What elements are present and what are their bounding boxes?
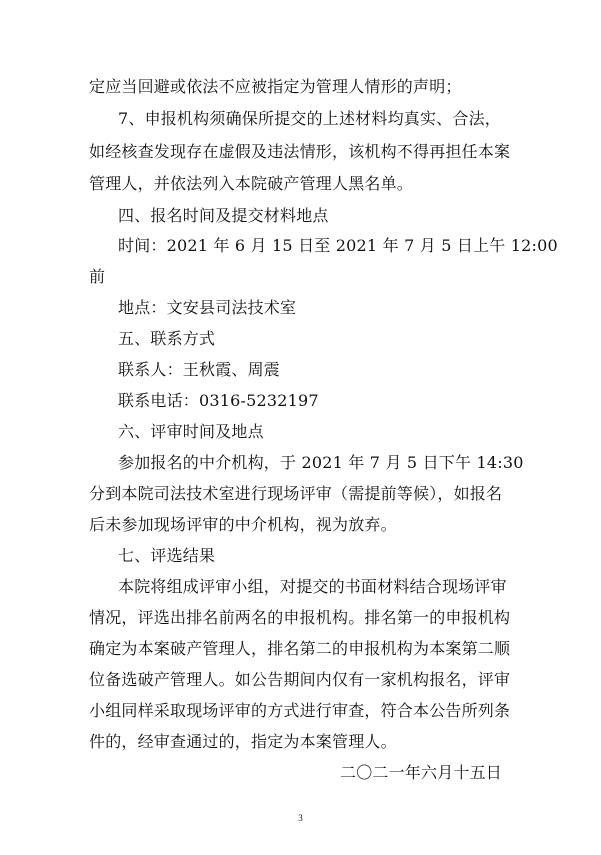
paragraph-line: 确定为本案破产管理人，排名第二的申报机构为本案第二顺 [89,639,511,658]
paragraph-line: 分到本院司法技术室进行现场评审（需提前等候），如报名 [89,484,503,503]
paragraph-line: 时间：2021 年 6 月 15 日至 2021 年 7 月 5 日上午 12:00 [118,236,558,255]
paragraph-line: 后未参加现场评审的中介机构，视为放弃。 [89,515,397,534]
paragraph-line: 联系电话：0316-5232197 [118,391,319,410]
paragraph-line: 联系人：王秋霞、周震 [118,360,281,379]
document-date: 二〇二一年六月十五日 [340,763,503,782]
paragraph-line: 前 [89,267,106,286]
paragraph-line: 如经核查发现存在虚假及违法情形，该机构不得再担任本案 [89,142,511,161]
page-number: 3 [298,813,303,823]
paragraph-line: 定应当回避或依法不应被指定为管理人情形的声明； [89,77,462,96]
paragraph-line: 小组同样采取现场评审的方式进行审查，符合本公告所列条 [89,701,511,720]
paragraph-line: 情况，评选出排名前两名的申报机构。排名第一的申报机构 [89,608,511,627]
paragraph-line: 件的，经审查通过的，指定为本案管理人。 [89,732,397,751]
section-heading: 七、评选结果 [118,546,216,565]
paragraph-line: 7、申报机构须确保所提交的上述材料均真实、合法， [118,109,501,128]
paragraph-line: 地点：文安县司法技术室 [118,298,297,317]
paragraph-line: 参加报名的中介机构，于 2021 年 7 月 5 日下午 14:30 [118,453,524,472]
paragraph-line: 本院将组成评审小组，对提交的书面材料结合现场评审 [118,577,507,596]
paragraph-line: 位备选破产管理人。如公告期间内仅有一家机构报名，评审 [89,670,511,689]
section-heading: 五、联系方式 [118,329,216,348]
paragraph-line: 管理人，并依法列入本院破产管理人黑名单。 [89,174,414,193]
section-heading: 六、评审时间及地点 [118,422,264,441]
section-heading: 四、报名时间及提交材料地点 [118,206,329,225]
